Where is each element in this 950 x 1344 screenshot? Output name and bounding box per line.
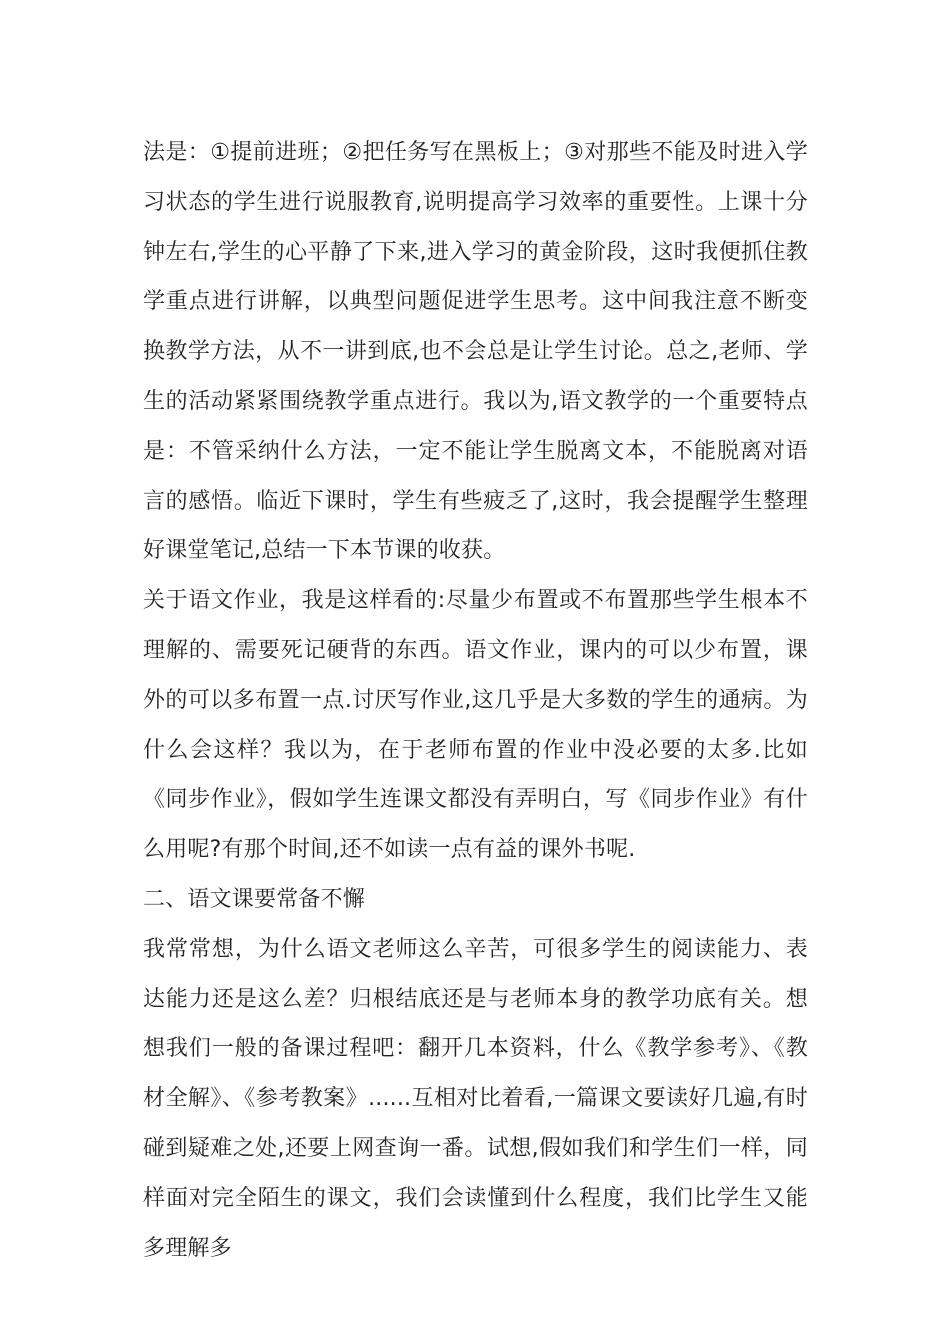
paragraph-teaching-method: 法是：①提前进班；②把任务写在黑板上；③对那些不能及时进入学习状态的学生进行说服教育,说明提高学习效率的重要性。上课十分钟左右,学生的心平静了下来,进入学习的黄金阶段，这时我便抓住教学重点进行讲解，以典型问题促进学生思考。这中间我注意不断变换教学方法，从不一讲到底,也不会总是让学生讨论。总之,老师、学生的活动紧紧围绕教学重点进行。我以为,语文教学的一个重要特点是：不管采纳什么方法，一定不能让学生脱离文本，不能脱离对语言的感悟。临近下课时，学生有些疲乏了,这时，我会提醒学生整理好课堂笔记,总结一下本节课的收获。 xyxy=(143,140,808,564)
section-heading: 二、语文课要常备不懈 xyxy=(143,886,366,912)
paragraph-homework: 关于语文作业，我是这样看的:尽量少布置或不布置那些学生根本不理解的、需要死记硬背的东西。语文作业，课内的可以少布置，课外的可以多布置一点.讨厌写作业,这几乎是大多数的学生的通病。为什么会这样？我以为，在于老师布置的作业中没必要的太多.比如《同步作业》，假如学生连课文都没有弄明白，写《同步作业》有什么用呢?有那个时间,还不如读一点有益的课外书呢. xyxy=(143,588,808,863)
paragraph-preparation: 我常常想，为什么语文老师这么辛苦，可很多学生的阅读能力、表达能力还是这么差？归根结底还是与老师本身的教学功底有关。想想我们一般的备课过程吧：翻开几本资料，什么《教学参考》、《教材全解》、《参考教案》......互相对比着看,一篇课文要读好几遍,有时碰到疑难之处,还要上网查询一番。试想,假如我们和学生们一样，同样面对完全陌生的课文，我们会读懂到什么程度，我们比学生又能多理解多 xyxy=(143,936,808,1261)
